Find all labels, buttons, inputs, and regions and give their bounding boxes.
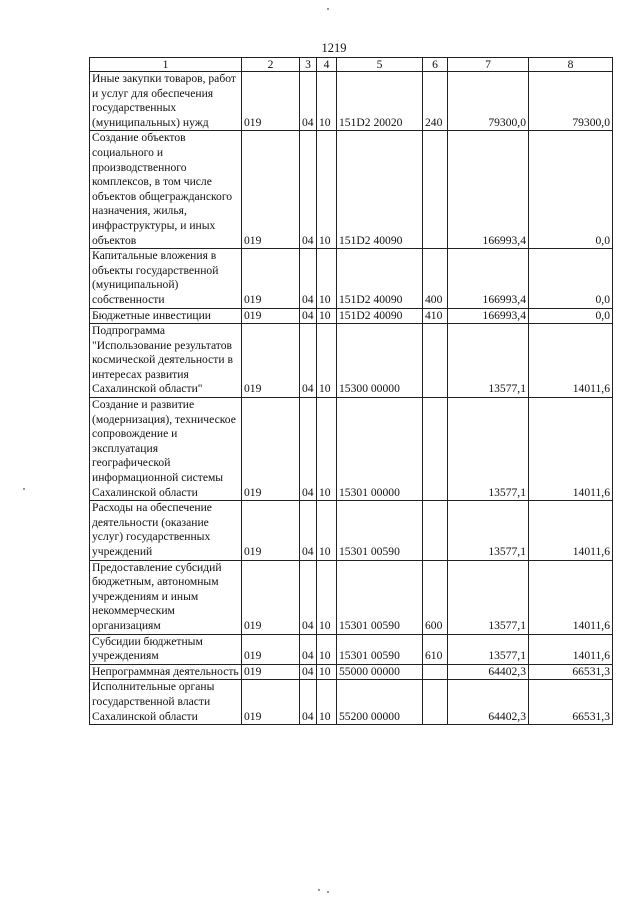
expense-name: Непрограммная деятельность	[90, 664, 242, 680]
section-code: 04	[300, 501, 317, 560]
amount-col8: 14011,6	[529, 324, 613, 398]
amount-col7: 166993,4	[448, 308, 529, 324]
expense-type-code: 610	[423, 634, 448, 664]
ministry-code: 019	[242, 664, 300, 680]
expense-type-code: 400	[423, 249, 448, 308]
subsection-code: 10	[317, 308, 337, 324]
amount-col7: 64402,3	[448, 680, 529, 725]
table-row	[90, 249, 613, 308]
table-row	[90, 680, 613, 725]
subsection-code: 10	[317, 560, 337, 634]
amount-col8: 14011,6	[529, 398, 613, 501]
target-article-code: 15301 00590	[337, 501, 423, 560]
table-row	[90, 72, 613, 131]
amount-col8: 14011,6	[529, 634, 613, 664]
ministry-code: 019	[242, 131, 300, 249]
ministry-code: 019	[242, 72, 300, 131]
ministry-code: 019	[242, 249, 300, 308]
table-row	[90, 131, 613, 249]
expense-name: Подпрограмма "Использование результатов космической деятельности в интересах развития Сахалинской области"	[90, 324, 242, 398]
amount-col7: 64402,3	[448, 664, 529, 680]
amount-col7: 166993,4	[448, 249, 529, 308]
ministry-code: 019	[242, 324, 300, 398]
subsection-code: 10	[317, 664, 337, 680]
expense-name: Капитальные вложения в объекты государственной (муниципальной) собственности	[90, 249, 242, 308]
ministry-code: 019	[242, 560, 300, 634]
scan-speck	[327, 8, 329, 10]
expense-type-code	[423, 664, 448, 680]
expense-name: Предоставление субсидий бюджетным, автономным учреждениям и иным некоммерческим организациям	[90, 560, 242, 634]
amount-col8: 14011,6	[529, 501, 613, 560]
amount-col8: 0,0	[529, 131, 613, 249]
section-code: 04	[300, 560, 317, 634]
target-article-code: 151D2 40090	[337, 249, 423, 308]
table-row	[90, 324, 613, 398]
amount-col8: 79300,0	[529, 72, 613, 131]
table-row	[90, 560, 613, 634]
section-code: 04	[300, 398, 317, 501]
section-code: 04	[300, 680, 317, 725]
amount-col7: 79300,0	[448, 72, 529, 131]
table-row	[90, 398, 613, 501]
target-article-code: 15301 00000	[337, 398, 423, 501]
scan-speck	[318, 889, 320, 891]
ministry-code: 019	[242, 501, 300, 560]
table-row	[90, 634, 613, 664]
amount-col7: 13577,1	[448, 501, 529, 560]
ministry-code: 019	[242, 634, 300, 664]
scan-speck	[327, 891, 329, 893]
expense-name: Исполнительные органы государственной власти Сахалинской области	[90, 680, 242, 725]
expense-name: Субсидии бюджетным учреждениям	[90, 634, 242, 664]
section-code: 04	[300, 634, 317, 664]
target-article-code: 151D2 40090	[337, 131, 423, 249]
section-code: 04	[300, 308, 317, 324]
amount-col8: 66531,3	[529, 680, 613, 725]
expense-name: Бюджетные инвестиции	[90, 308, 242, 324]
amount-col8: 0,0	[529, 308, 613, 324]
amount-col7: 13577,1	[448, 398, 529, 501]
target-article-code: 15301 00590	[337, 634, 423, 664]
expense-name: Создание объектов социального и производственного комплексов, в том числе объектов общегражданского назначения, жилья, инфраструктуры, и иных объектов	[90, 131, 242, 249]
target-article-code: 151D2 20020	[337, 72, 423, 131]
expense-name: Расходы на обеспечение деятельности (оказание услуг) государственных учреждений	[90, 501, 242, 560]
expense-type-code	[423, 324, 448, 398]
amount-col7: 13577,1	[448, 560, 529, 634]
expense-type-code	[423, 398, 448, 501]
table-row	[90, 308, 613, 324]
amount-col8: 66531,3	[529, 664, 613, 680]
ministry-code: 019	[242, 308, 300, 324]
amount-col7: 13577,1	[448, 324, 529, 398]
expense-name: Иные закупки товаров, работ и услуг для обеспечения государственных (муниципальных) нужд	[90, 72, 242, 131]
col-header: 4	[317, 58, 337, 72]
section-code: 04	[300, 131, 317, 249]
ministry-code: 019	[242, 398, 300, 501]
expense-type-code	[423, 501, 448, 560]
subsection-code: 10	[317, 501, 337, 560]
expense-type-code: 600	[423, 560, 448, 634]
target-article-code: 15300 00000	[337, 324, 423, 398]
col-header: 2	[242, 58, 300, 72]
subsection-code: 10	[317, 131, 337, 249]
amount-col8: 0,0	[529, 249, 613, 308]
subsection-code: 10	[317, 324, 337, 398]
expense-type-code	[423, 680, 448, 725]
col-header: 3	[300, 58, 317, 72]
expense-type-code	[423, 131, 448, 249]
page-number: 1219	[321, 41, 347, 55]
subsection-code: 10	[317, 72, 337, 131]
table-row	[90, 501, 613, 560]
ministry-code: 019	[242, 680, 300, 725]
amount-col7: 13577,1	[448, 634, 529, 664]
amount-col8: 14011,6	[529, 560, 613, 634]
subsection-code: 10	[317, 634, 337, 664]
subsection-code: 10	[317, 680, 337, 725]
col-header: 1	[90, 58, 242, 72]
expense-type-code: 410	[423, 308, 448, 324]
section-code: 04	[300, 72, 317, 131]
target-article-code: 15301 00590	[337, 560, 423, 634]
col-header: 8	[529, 58, 613, 72]
section-code: 04	[300, 664, 317, 680]
budget-table	[89, 57, 613, 725]
target-article-code: 55000 00000	[337, 664, 423, 680]
table-row	[90, 664, 613, 680]
target-article-code: 151D2 40090	[337, 308, 423, 324]
expense-type-code: 240	[423, 72, 448, 131]
subsection-code: 10	[317, 398, 337, 501]
target-article-code: 55200 00000	[337, 680, 423, 725]
col-header: 6	[423, 58, 448, 72]
subsection-code: 10	[317, 249, 337, 308]
section-code: 04	[300, 324, 317, 398]
expense-name: Создание и развитие (модернизация), техническое сопровождение и эксплуатация географической информационной системы Сахалинской области	[90, 398, 242, 501]
amount-col7: 166993,4	[448, 131, 529, 249]
scan-speck	[23, 488, 25, 490]
header-row	[90, 58, 613, 72]
section-code: 04	[300, 249, 317, 308]
col-header: 5	[337, 58, 423, 72]
col-header: 7	[448, 58, 529, 72]
